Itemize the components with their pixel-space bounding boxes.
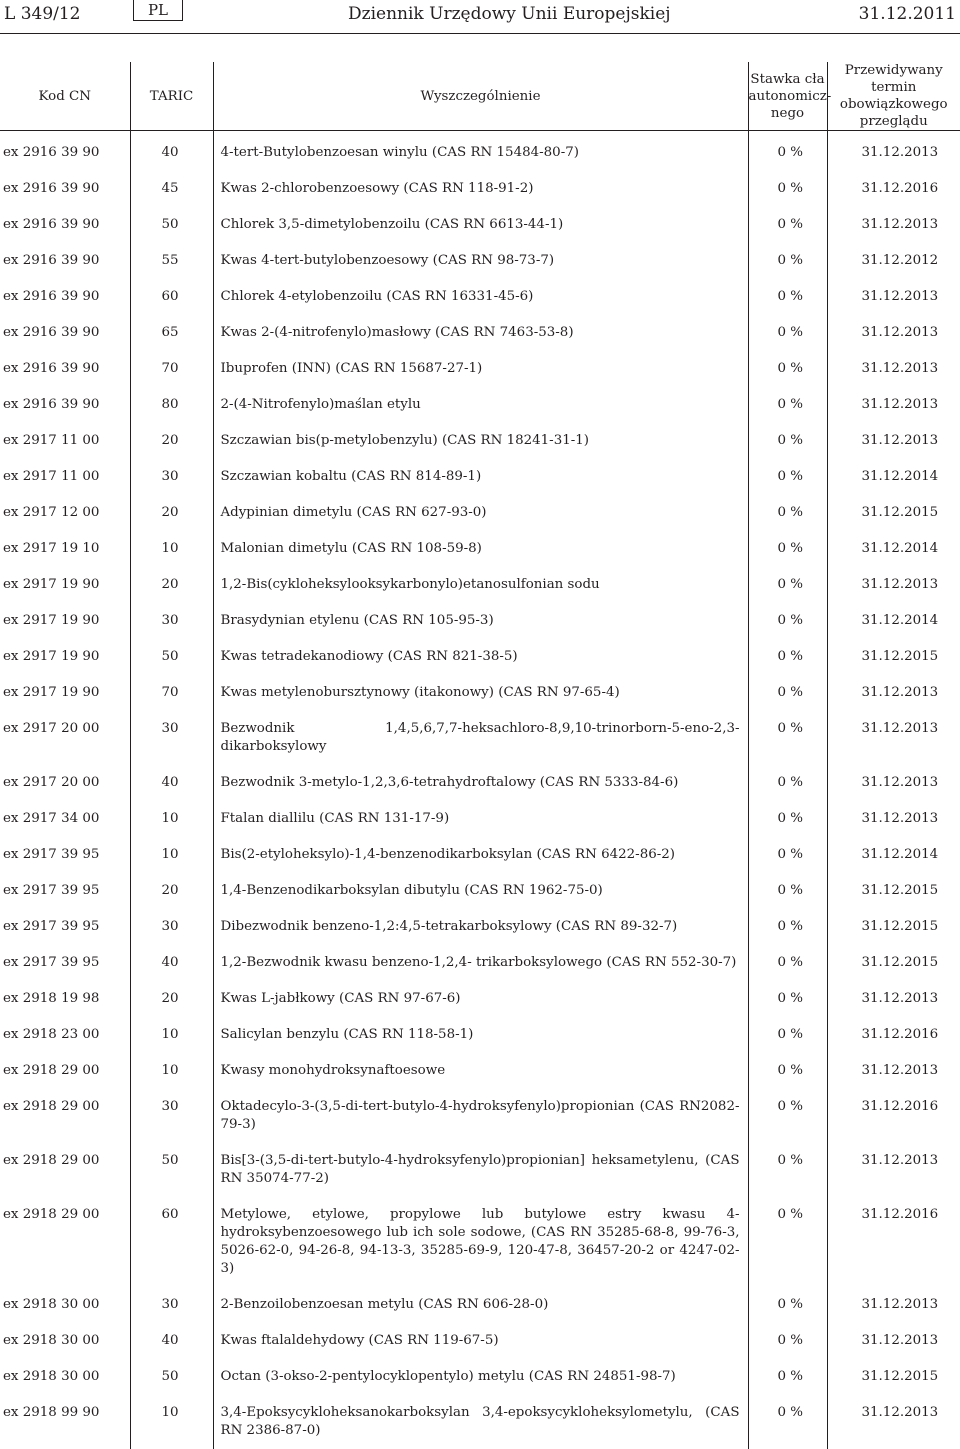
description-cell: Kwas 4-tert-butylobenzoesowy (CAS RN 98-73-7): [213, 243, 748, 279]
taric-code-cell: 10: [130, 1053, 213, 1089]
description-cell: Metylowe, etylowe, propylowe lub butylowe estry kwasu 4-hydroksybenzoesowego lub ich sole sodowe, (CAS RN 35285-68-8, 99-76-3, 5026-62-0, 94-26-8, 94-13-3, 35285-69-9, 120-47-8, 36457-20-2 or 4247-02-3): [213, 1197, 748, 1287]
cn-code-cell: ex 2916 39 90: [0, 207, 130, 243]
table-row: [0, 279, 960, 315]
cn-code-cell: ex 2916 39 90: [0, 171, 130, 207]
duty-rate-cell: 0 %: [748, 639, 827, 675]
review-date-cell: 31.12.2014: [827, 459, 960, 495]
col-header-description: Wyszczególnienie: [213, 62, 748, 131]
cn-code-cell: ex 2916 39 90: [0, 243, 130, 279]
duty-rate-cell: 0 %: [748, 909, 827, 945]
table-row: [0, 171, 960, 207]
taric-code-cell: 40: [130, 1323, 213, 1359]
description-cell: Adypinian dimetylu (CAS RN 627-93-0): [213, 495, 748, 531]
page-number: L 349/12: [4, 4, 81, 24]
duty-rate-cell: 0 %: [748, 459, 827, 495]
table-body: [0, 131, 960, 1449]
table-row: [0, 351, 960, 387]
taric-code-cell: 70: [130, 351, 213, 387]
table-row: [0, 945, 960, 981]
review-date-cell: 31.12.2016: [827, 1197, 960, 1287]
description-cell: Ftalan diallilu (CAS RN 131-17-9): [213, 801, 748, 837]
taric-code-cell: 10: [130, 1017, 213, 1053]
description-cell: 2-Benzoilobenzoesan metylu (CAS RN 606-28-0): [213, 1287, 748, 1323]
duty-rate-cell: 0 %: [748, 675, 827, 711]
cn-code-cell: ex 2917 19 90: [0, 567, 130, 603]
review-date-cell: 31.12.2013: [827, 207, 960, 243]
duty-rate-cell: 0 %: [748, 1323, 827, 1359]
review-date-cell: 31.12.2013: [827, 1053, 960, 1089]
table-row: [0, 1395, 960, 1449]
cn-code-cell: ex 2918 29 00: [0, 1089, 130, 1143]
table-row: [0, 1323, 960, 1359]
table-row: [0, 243, 960, 279]
review-date-cell: 31.12.2013: [827, 801, 960, 837]
duty-rate-cell: 0 %: [748, 423, 827, 459]
review-date-cell: 31.12.2012: [827, 243, 960, 279]
cn-code-cell: ex 2917 19 90: [0, 639, 130, 675]
cn-code-cell: ex 2918 30 00: [0, 1323, 130, 1359]
table-row: [0, 423, 960, 459]
table-row: [0, 675, 960, 711]
taric-code-cell: 45: [130, 171, 213, 207]
cn-code-cell: ex 2917 39 95: [0, 837, 130, 873]
description-cell: 1,4-Benzenodikarboksylan dibutylu (CAS RN 1962-75-0): [213, 873, 748, 909]
review-date-cell: 31.12.2015: [827, 495, 960, 531]
page-header: [0, 0, 960, 30]
taric-code-cell: 40: [130, 765, 213, 801]
cn-code-cell: ex 2917 19 90: [0, 603, 130, 639]
taric-code-cell: 70: [130, 675, 213, 711]
cn-code-cell: ex 2918 99 90: [0, 1395, 130, 1449]
table-row: [0, 711, 960, 765]
taric-code-cell: 50: [130, 1143, 213, 1197]
col-header-rate-text: Stawka cła autonomicz-nego: [749, 72, 832, 121]
review-date-cell: 31.12.2015: [827, 639, 960, 675]
duty-rate-cell: 0 %: [748, 351, 827, 387]
table-row: [0, 315, 960, 351]
taric-code-cell: 20: [130, 423, 213, 459]
description-cell: 1,2-Bezwodnik kwasu benzeno-1,2,4- trikarboksylowego (CAS RN 552-30-7): [213, 945, 748, 981]
review-date-cell: 31.12.2014: [827, 531, 960, 567]
description-cell: Octan (3-okso-2-pentylocyklopentylo) metylu (CAS RN 24851-98-7): [213, 1359, 748, 1395]
taric-code-cell: 55: [130, 243, 213, 279]
cn-code-cell: ex 2916 39 90: [0, 315, 130, 351]
table-row: [0, 1089, 960, 1143]
description-cell: Chlorek 3,5-dimetylobenzoilu (CAS RN 6613-44-1): [213, 207, 748, 243]
taric-code-cell: 10: [130, 1395, 213, 1449]
review-date-cell: 31.12.2013: [827, 711, 960, 765]
description-cell: Kwasy monohydroksynaftoesowe: [213, 1053, 748, 1089]
taric-code-cell: 60: [130, 1197, 213, 1287]
duty-rate-cell: 0 %: [748, 1359, 827, 1395]
review-date-cell: 31.12.2013: [827, 765, 960, 801]
table-row: [0, 1359, 960, 1395]
cn-code-cell: ex 2917 34 00: [0, 801, 130, 837]
table-row: [0, 1017, 960, 1053]
review-date-cell: 31.12.2013: [827, 1287, 960, 1323]
description-cell: Kwas ftalaldehydowy (CAS RN 119-67-5): [213, 1323, 748, 1359]
duty-rate-cell: 0 %: [748, 387, 827, 423]
tariff-table: [0, 62, 960, 1449]
duty-rate-cell: 0 %: [748, 801, 827, 837]
duty-rate-cell: 0 %: [748, 207, 827, 243]
taric-code-cell: 20: [130, 495, 213, 531]
table-row: [0, 837, 960, 873]
language-badge: PL: [133, 0, 183, 21]
cn-code-cell: ex 2917 20 00: [0, 711, 130, 765]
description-cell: Bis[3-(3,5-di-tert-butylo-4-hydroksyfenylo)propionian] heksametylenu, (CAS RN 35074-77-2): [213, 1143, 748, 1197]
publication-date: 31.12.2011: [859, 4, 956, 24]
description-cell: Kwas L-jabłkowy (CAS RN 97-67-6): [213, 981, 748, 1017]
cn-code-cell: ex 2917 20 00: [0, 765, 130, 801]
description-cell: Chlorek 4-etylobenzoilu (CAS RN 16331-45-6): [213, 279, 748, 315]
cn-code-cell: ex 2918 29 00: [0, 1143, 130, 1197]
description-cell: 4-tert-Butylobenzoesan winylu (CAS RN 15484-80-7): [213, 131, 748, 172]
table-row: [0, 1287, 960, 1323]
description-cell: Szczawian bis(p-metylobenzylu) (CAS RN 18241-31-1): [213, 423, 748, 459]
duty-rate-cell: 0 %: [748, 1053, 827, 1089]
table-row: [0, 981, 960, 1017]
taric-code-cell: 30: [130, 909, 213, 945]
taric-code-cell: 65: [130, 315, 213, 351]
cn-code-cell: ex 2918 30 00: [0, 1287, 130, 1323]
cn-code-cell: ex 2916 39 90: [0, 387, 130, 423]
duty-rate-cell: 0 %: [748, 873, 827, 909]
cn-code-cell: ex 2917 39 95: [0, 873, 130, 909]
review-date-cell: 31.12.2015: [827, 945, 960, 981]
table-row: [0, 873, 960, 909]
duty-rate-cell: 0 %: [748, 981, 827, 1017]
table-header-row: [0, 62, 960, 131]
description-cell: Brasydynian etylenu (CAS RN 105-95-3): [213, 603, 748, 639]
review-date-cell: 31.12.2013: [827, 981, 960, 1017]
duty-rate-cell: 0 %: [748, 243, 827, 279]
review-date-cell: 31.12.2013: [827, 567, 960, 603]
review-date-cell: 31.12.2015: [827, 1359, 960, 1395]
table-row: [0, 459, 960, 495]
duty-rate-cell: 0 %: [748, 1197, 827, 1287]
table-row: [0, 495, 960, 531]
taric-code-cell: 80: [130, 387, 213, 423]
review-date-cell: 31.12.2013: [827, 1395, 960, 1449]
cn-code-cell: ex 2917 39 95: [0, 945, 130, 981]
description-cell: Bezwodnik 1,4,5,6,7,7-heksachloro-8,9,10-trinorborn-5-eno-2,3-dikarboksylowy: [213, 711, 748, 765]
table-row: [0, 1197, 960, 1287]
description-cell: Salicylan benzylu (CAS RN 118-58-1): [213, 1017, 748, 1053]
description-cell: Dibezwodnik benzeno-1,2:4,5-tetrakarboksylowy (CAS RN 89-32-7): [213, 909, 748, 945]
table-row: [0, 1143, 960, 1197]
taric-code-cell: 30: [130, 1287, 213, 1323]
taric-code-cell: 30: [130, 459, 213, 495]
review-date-cell: 31.12.2013: [827, 351, 960, 387]
review-date-cell: 31.12.2013: [827, 675, 960, 711]
review-date-cell: 31.12.2015: [827, 873, 960, 909]
duty-rate-cell: 0 %: [748, 315, 827, 351]
cn-code-cell: ex 2918 23 00: [0, 1017, 130, 1053]
cn-code-cell: ex 2917 12 00: [0, 495, 130, 531]
review-date-cell: 31.12.2015: [827, 909, 960, 945]
taric-code-cell: 10: [130, 801, 213, 837]
table-row: [0, 207, 960, 243]
taric-code-cell: 20: [130, 567, 213, 603]
taric-code-cell: 10: [130, 837, 213, 873]
duty-rate-cell: 0 %: [748, 945, 827, 981]
cn-code-cell: ex 2918 29 00: [0, 1197, 130, 1287]
cn-code-cell: ex 2918 19 98: [0, 981, 130, 1017]
taric-code-cell: 40: [130, 945, 213, 981]
duty-rate-cell: 0 %: [748, 567, 827, 603]
review-date-cell: 31.12.2013: [827, 1323, 960, 1359]
review-date-cell: 31.12.2013: [827, 387, 960, 423]
review-date-cell: 31.12.2016: [827, 171, 960, 207]
cn-code-cell: ex 2917 11 00: [0, 459, 130, 495]
duty-rate-cell: 0 %: [748, 279, 827, 315]
taric-code-cell: 50: [130, 639, 213, 675]
cn-code-cell: ex 2918 30 00: [0, 1359, 130, 1395]
cn-code-cell: ex 2917 39 95: [0, 909, 130, 945]
review-date-cell: 31.12.2016: [827, 1017, 960, 1053]
cn-code-cell: ex 2917 19 90: [0, 675, 130, 711]
cn-code-cell: ex 2916 39 90: [0, 351, 130, 387]
duty-rate-cell: 0 %: [748, 711, 827, 765]
description-cell: Kwas 2-chlorobenzoesowy (CAS RN 118-91-2): [213, 171, 748, 207]
table-row: [0, 801, 960, 837]
duty-rate-cell: 0 %: [748, 837, 827, 873]
cn-code-cell: ex 2916 39 90: [0, 279, 130, 315]
description-cell: Ibuprofen (INN) (CAS RN 15687-27-1): [213, 351, 748, 387]
cn-code-cell: ex 2918 29 00: [0, 1053, 130, 1089]
col-header-review-date: Przewidywany termin obowiązkowego przeglądu: [827, 62, 960, 131]
duty-rate-cell: 0 %: [748, 531, 827, 567]
review-date-cell: 31.12.2013: [827, 1143, 960, 1197]
duty-rate-cell: 0 %: [748, 495, 827, 531]
review-date-cell: 31.12.2013: [827, 315, 960, 351]
taric-code-cell: 20: [130, 981, 213, 1017]
description-cell: Kwas tetradekanodiowy (CAS RN 821-38-5): [213, 639, 748, 675]
col-header-rate: [748, 62, 827, 131]
duty-rate-cell: 0 %: [748, 1395, 827, 1449]
duty-rate-cell: 0 %: [748, 1017, 827, 1053]
table-row: [0, 1053, 960, 1089]
taric-code-cell: 50: [130, 207, 213, 243]
review-date-cell: 31.12.2013: [827, 131, 960, 172]
table-row: [0, 639, 960, 675]
description-cell: Szczawian kobaltu (CAS RN 814-89-1): [213, 459, 748, 495]
description-cell: Malonian dimetylu (CAS RN 108-59-8): [213, 531, 748, 567]
review-date-cell: 31.12.2013: [827, 423, 960, 459]
table-row: [0, 387, 960, 423]
col-header-taric: TARIC: [130, 62, 213, 131]
cn-code-cell: ex 2917 19 10: [0, 531, 130, 567]
duty-rate-cell: 0 %: [748, 1143, 827, 1197]
review-date-cell: 31.12.2013: [827, 279, 960, 315]
table-row: [0, 131, 960, 172]
review-date-cell: 31.12.2014: [827, 837, 960, 873]
description-cell: Kwas 2-(4-nitrofenylo)masłowy (CAS RN 7463-53-8): [213, 315, 748, 351]
table-row: [0, 567, 960, 603]
description-cell: 3,4-Epoksycykloheksanokarboksylan 3,4-epoksycykloheksylometylu, (CAS RN 2386-87-0): [213, 1395, 748, 1449]
taric-code-cell: 20: [130, 873, 213, 909]
cn-code-cell: ex 2916 39 90: [0, 131, 130, 172]
taric-code-cell: 10: [130, 531, 213, 567]
duty-rate-cell: 0 %: [748, 131, 827, 172]
description-cell: 2-(4-Nitrofenylo)maślan etylu: [213, 387, 748, 423]
description-cell: Bis(2-etyloheksylo)-1,4-benzenodikarboksylan (CAS RN 6422-86-2): [213, 837, 748, 873]
table-row: [0, 765, 960, 801]
review-date-cell: 31.12.2014: [827, 603, 960, 639]
description-cell: Oktadecylo-3-(3,5-di-tert-butylo-4-hydroksyfenylo)propionian (CAS RN2082-79-3): [213, 1089, 748, 1143]
duty-rate-cell: 0 %: [748, 171, 827, 207]
table-row: [0, 531, 960, 567]
description-cell: Bezwodnik 3-metylo-1,2,3,6-tetrahydroftalowy (CAS RN 5333-84-6): [213, 765, 748, 801]
cn-code-cell: ex 2917 11 00: [0, 423, 130, 459]
duty-rate-cell: 0 %: [748, 1287, 827, 1323]
table-row: [0, 909, 960, 945]
taric-code-cell: 40: [130, 131, 213, 172]
description-cell: 1,2-Bis(cykloheksylooksykarbonylo)etanosulfonian sodu: [213, 567, 748, 603]
review-date-cell: 31.12.2016: [827, 1089, 960, 1143]
taric-code-cell: 50: [130, 1359, 213, 1395]
taric-code-cell: 30: [130, 1089, 213, 1143]
duty-rate-cell: 0 %: [748, 765, 827, 801]
description-cell: Kwas metylenobursztynowy (itakonowy) (CAS RN 97-65-4): [213, 675, 748, 711]
table-row: [0, 603, 960, 639]
header-rule: [0, 33, 960, 34]
col-header-cn: Kod CN: [0, 62, 130, 131]
taric-code-cell: 60: [130, 279, 213, 315]
duty-rate-cell: 0 %: [748, 1089, 827, 1143]
duty-rate-cell: 0 %: [748, 603, 827, 639]
journal-title: Dziennik Urzędowy Unii Europejskiej: [348, 4, 671, 24]
taric-code-cell: 30: [130, 711, 213, 765]
taric-code-cell: 30: [130, 603, 213, 639]
